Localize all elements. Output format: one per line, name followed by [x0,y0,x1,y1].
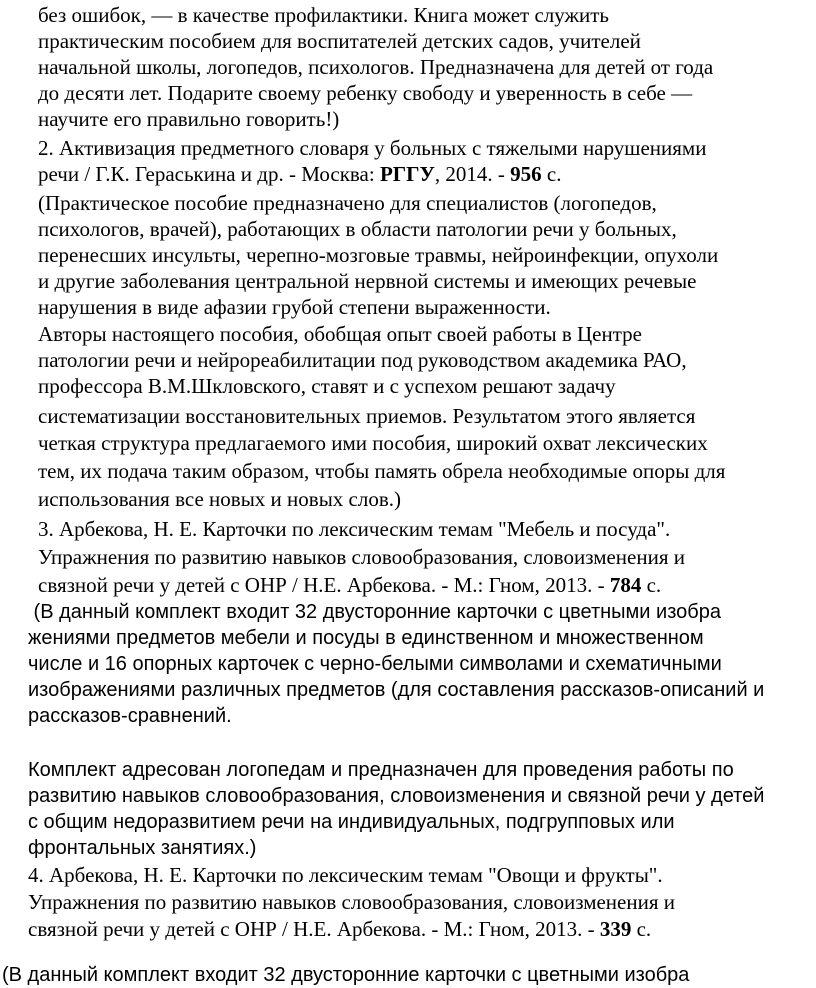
reference-item-4-citation: связной речи у детей с ОНР / Н.Е. Арбекова. - М.: Гном, 2013. - 339 с. [28,917,652,941]
text-line: профессора В.М.Шкловского, ставят и с успехом решают задачу [38,374,616,398]
text-line: (Практическое пособие предназначено для специалистов (логопедов, [38,191,657,215]
text-line: без ошибок, — в качестве профилактики. Книга может служить [38,3,609,27]
reference-item-3-subtitle: Упражнения по развитию навыков словообразования, словоизменения и [38,545,685,569]
reference-item-4-title: 4. Арбекова, Н. Е. Карточки по лексическим темам "Овощи и фрукты". [28,863,663,887]
text-line: развитию навыков словообразования, словоизменения и связной речи у детей [28,785,765,807]
text-line: и другие заболевания центральной нервной системы и имеющих речевые [38,269,697,293]
text-line: (В данный комплект входит 32 двусторонние карточки с цветными изобра [2,964,690,986]
text-line: нарушения в виде афазии грубой степени выраженности. [38,295,551,319]
text-line: числе и 16 опорных карточек с черно-белыми символами и схематичными [28,653,722,675]
text-line: Комплект адресован логопедам и предназначен для проведения работы по [28,759,734,781]
text-line: начальной школы, логопедов, психологов. Предназначена для детей от года [38,55,714,79]
text-line: с общим недоразвитием речи на индивидуальных, подгрупповых или [28,811,675,833]
text-line: психологов, врачей), работающих в области патологии речи у больных, [38,217,677,241]
page-count: 339 [599,917,632,941]
text-line: (В данный комплект входит 32 двусторонние карточки с цветными изобра [28,601,721,623]
reference-item-2-title: 2. Активизация предметного словаря у больных с тяжелыми нарушениями [38,136,707,160]
text-line: изображениями различных предметов (для составления рассказов-описаний и [28,679,765,701]
page-count: 784 [609,573,642,597]
text-line: четкая структура предлагаемого ими пособия, широкий охват лексических [38,431,708,455]
text-line: Авторы настоящего пособия, обобщая опыт своей работы в Центре [38,322,642,346]
text-line: рассказов-сравнений. [28,705,232,727]
reference-item-4-subtitle: Упражнения по развитию навыков словообразования, словоизменения и [28,890,675,914]
text-line: практическим пособием для воспитателей детских садов, учителей [38,29,641,53]
text-line: патологии речи и нейрореабилитации под руководством академика РАО, [38,348,687,372]
reference-item-2-citation: речи / Г.К. Гераськина и др. - Москва: РГГУ, 2014. - 956 с. [38,162,562,186]
text-line: тем, их подача таким образом, чтобы память обрела необходимые опоры для [38,459,726,483]
text-line: использования все новых и новых слов.) [38,487,402,511]
reference-item-3-citation: связной речи у детей с ОНР / Н.Е. Арбекова. - М.: Гном, 2013. - 784 с. [38,573,662,597]
publisher-name: РГГУ [379,162,435,186]
text-line: до десяти лет. Подарите своему ребенку свободу и уверенность в себе — [38,81,693,105]
page-count: 956 [510,162,542,186]
text-line: научите его правильно говорить!) [38,107,340,131]
text-line: фронтальных занятиях.) [28,837,257,859]
text-line: систематизации восстановительных приемов. Результатом этого является [38,404,696,428]
reference-item-3-title: 3. Арбекова, Н. Е. Карточки по лексическим темам "Мебель и посуда". [38,517,671,541]
text-line: перенесших инсульты, черепно-мозговые травмы, нейроинфекции, опухоли [38,243,719,267]
text-line: жениями предметов мебели и посуды в единственном и множественном [28,627,704,649]
